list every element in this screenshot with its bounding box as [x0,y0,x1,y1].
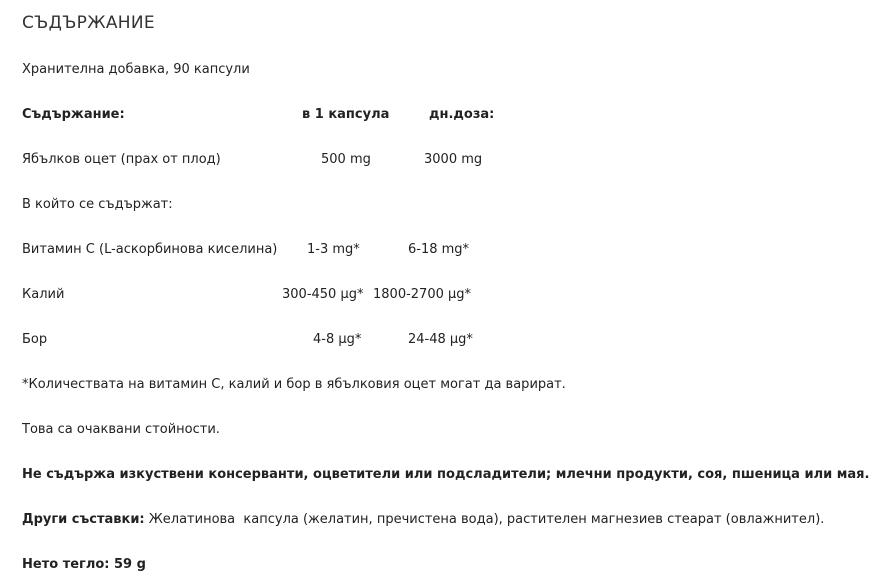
footnote-text: *Количествата на витамин С, калий и бор в ябълковия оцет могат да варират. [22,377,566,392]
net-weight: Нето тегло: 59 g [22,557,146,572]
other-ingredients-label: Други съставки: [22,512,145,527]
header-ingredient: Съдържание: [22,107,125,122]
contains-label: В който се съдържат: [22,197,173,212]
header-daily-dose: дн.доза: [429,107,495,122]
product-subtitle: Хранителна добавка, 90 капсули [22,62,250,77]
table-row [0,241,878,259]
row-name: Калий [22,287,65,302]
main-per-capsule: 500 mg [321,152,371,167]
section-title: СЪДЪРЖАНИЕ [22,13,155,33]
other-ingredients [22,511,824,529]
table-row [0,331,878,349]
other-ingredients-value: Желатинова капсула (желатин, пречистена вода), растителен магнезиев стеарат (овлажнител). [144,512,825,527]
row-per-capsule: 1-3 mg* [307,242,360,257]
row-daily-dose: 1800-2700 µg* [373,287,472,302]
free-from-statement: Не съдържа изкуствени консерванти, оцветители или подсладители; млечни продукти, соя, пшеница или мая. [22,467,870,482]
header-per-capsule: в 1 капсула [302,107,390,122]
main-daily-dose: 3000 mg [424,152,483,167]
row-daily-dose: 6-18 mg* [408,242,470,257]
row-daily-dose: 24-48 µg* [408,332,473,347]
row-per-capsule: 300-450 µg* [282,287,364,302]
row-name: Витамин С (L-аскорбинова киселина) [22,242,278,257]
row-per-capsule: 4-8 µg* [313,332,362,347]
row-name: Бор [22,332,48,347]
table-row-main [0,151,878,169]
main-ingredient-name: Ябълков оцет (прах от плод) [22,152,221,167]
table-row [0,286,878,304]
expected-values-text: Това са очаквани стойности. [22,422,220,437]
table-header-row [0,106,878,124]
